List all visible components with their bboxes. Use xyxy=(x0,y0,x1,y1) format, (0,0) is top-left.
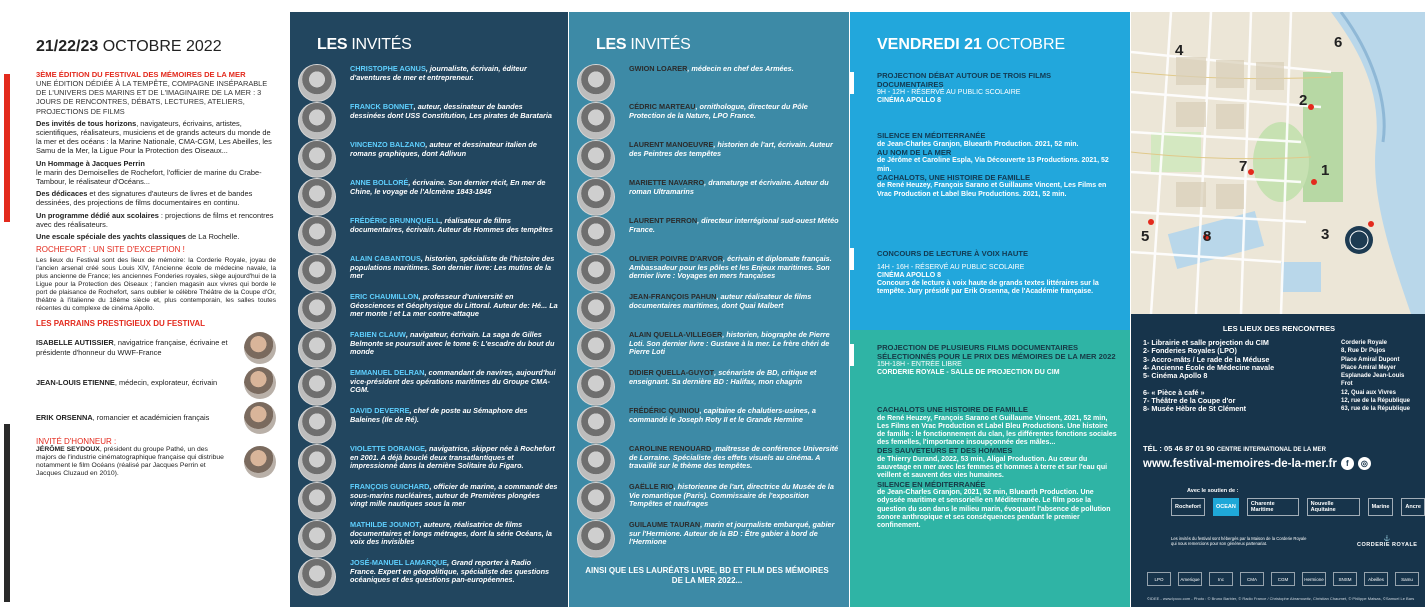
guest-name: FRANÇOIS GUICHARD xyxy=(350,482,430,491)
guest-list xyxy=(298,64,558,596)
guest-name: DAVID DEVERRE xyxy=(350,406,410,415)
guest-photo xyxy=(577,216,615,254)
guest-desc: , écrivaine. Son dernier récit, En mer de Chine, le voyage de l'Alcmène 1843-1845 xyxy=(350,178,546,196)
guest-photo xyxy=(577,178,615,216)
guest-text xyxy=(629,254,839,281)
site-title: ROCHEFORT : UN SITE D'EXCEPTION ! xyxy=(36,245,185,255)
sponsor-logo: Ancre xyxy=(1401,498,1425,516)
city-map xyxy=(1131,12,1425,314)
guests-panel-2 xyxy=(569,12,849,607)
guest-photo xyxy=(577,482,615,520)
avatar xyxy=(244,446,276,478)
event-projection-debat: PROJECTION DÉBAT AUTOUR DE TROIS FILMS DOCUMENTAIRES 9H - 12H - RÉSERVÉ AU PUBLIC SCOLAIRE CINÉMA APOLLO 8 xyxy=(877,71,1052,105)
guest-name: FABIEN CLAUW xyxy=(350,330,406,339)
guest-text xyxy=(629,520,839,547)
place-name: 1- Librairie et salle projection du CIM xyxy=(1143,338,1269,347)
place-address: Place Amiral Dupont xyxy=(1341,356,1400,363)
map-panel xyxy=(1131,12,1425,607)
places-list xyxy=(1143,339,1415,414)
guest-name: GUILAUME TAURAN xyxy=(629,520,701,529)
guest-text xyxy=(629,64,794,74)
accent-bar xyxy=(4,74,10,222)
guest-text xyxy=(350,330,558,357)
guest-text xyxy=(350,178,558,196)
guest-name: MARIETTE NAVARRO xyxy=(629,178,705,187)
guest-photo xyxy=(577,140,615,178)
place-address: Place Amiral Meyer xyxy=(1341,364,1396,371)
partner-logos xyxy=(1147,572,1419,586)
guest-name: LAURENT MANOEUVRE xyxy=(629,140,714,149)
guest-desc: , historien, spécialiste de l'histoire des populations maritimes. Son dernier livre: Les mutins de la mer xyxy=(350,254,555,281)
program-panel xyxy=(850,12,1130,607)
guest-desc: , officier de marine, a commandé des sous-marins nucléaires, auteur de Premières plongées vingt mille nautiques sous la mer xyxy=(350,482,558,509)
guest-name: CÉDRIC MARTEAU xyxy=(629,102,696,111)
lieux-list xyxy=(1143,324,1415,414)
guest-photo xyxy=(298,558,336,596)
guest-text xyxy=(350,520,558,547)
event-marker xyxy=(850,248,854,270)
map-label: 7 xyxy=(1239,158,1248,175)
guest-desc: , ornithologue, directeur du Pôle Protection de la Nature, LPO France. xyxy=(629,102,808,120)
event-projection-prix: PROJECTION DE PLUSIEURS FILMS DOCUMENTAIRES SÉLECTIONNÉS POUR LE PRIX DES MÉMOIRES DE LA MER 2022 15H-18H - ENTRÉE LIBRE CORDERIE ROYALE - SALLE DE PROJECTION DU CIM xyxy=(877,343,1116,377)
guest-photo xyxy=(298,140,336,178)
guest-item xyxy=(577,444,839,482)
facebook-icon[interactable]: f xyxy=(1341,457,1354,470)
place-address: 12, Quai aux Vivres xyxy=(1341,389,1396,396)
parrain-item: ERIK ORSENNA, romancier et académicien français xyxy=(36,402,276,434)
film-list-morning: SILENCE EN MÉDITERRANÉE de Jean-Charles Granjon, Bluearth Production. 2021, 52 min. AU NOM DE LA MER de Jérôme et Caroline Espla, Via Découverte 13 Productions. 2021, 52 min. CACHALOTS, UNE HISTOIRE DE FAMILLE de René Heuzey, François Sarano et Guillaume Vincent, Les Films en Vrac Production et Label Bleu Productions. 2021, 52 min. xyxy=(877,131,1109,198)
guest-item xyxy=(298,368,558,406)
parrain-item: ISABELLE AUTISSIER, navigatrice française, écrivaine et présidente d'honneur du WWF-France xyxy=(36,332,276,364)
guest-desc: , maîtresse de conférence Université de Lorraine. Spécialiste des effets visuels au cinéma. A travaillé sur le thème des tempêtes. xyxy=(629,444,839,471)
guest-photo xyxy=(298,216,336,254)
guest-desc: , scénariste de BD, critique et enseignant. Sa dernière BD : Halifax, mon chagrin xyxy=(629,368,817,386)
guest-item xyxy=(577,140,839,178)
parrain-item: JEAN-LOUIS ETIENNE, médecin, explorateur, écrivain xyxy=(36,367,276,399)
guest-desc: , écrivain et diplomate français. Ambassadeur pour les pôles et les Enjeux maritimes. Son dernier livre : Voyages en mers françaises xyxy=(629,254,832,281)
guest-item xyxy=(298,406,558,444)
guest-photo xyxy=(298,444,336,482)
guests-panel-1 xyxy=(290,12,568,607)
avatar xyxy=(244,332,276,364)
place-item xyxy=(1143,405,1415,413)
guest-photo xyxy=(577,292,615,330)
guest-text xyxy=(350,368,558,395)
guest-photo xyxy=(577,64,615,102)
guest-item xyxy=(577,64,839,102)
place-address: Esplanade Jean-Louis Frot xyxy=(1341,373,1405,388)
guest-item xyxy=(577,216,839,254)
guest-desc: , auteur et dessinateur italien de romans graphiques, dont Adlivun xyxy=(350,140,537,158)
guest-text xyxy=(350,406,558,424)
place-address: 8, Rue Dr Pujos xyxy=(1341,348,1386,355)
edition-text: UNE ÉDITION DÉDIÉE À LA TEMPÊTE, COMPAGNE INSÉPARABLE DE L'UNIVERS DES MARINS ET DE L'IMAGINAIRE DE LA MER : 3 JOURS DE RENCONTRES, DÉBATS, LECTURES, ATELIERS, PROJECTIONS DE FILMS xyxy=(36,79,268,116)
place-address: 12, rue de la République xyxy=(1341,398,1411,405)
guest-item xyxy=(298,558,558,596)
guest-desc: , journaliste, écrivain, éditeur d'aventures de mer et entrepreneur. xyxy=(350,64,527,82)
guest-name: FRÉDÉRIC QUINIOU xyxy=(629,406,700,415)
guest-name: LAURENT PERRON xyxy=(629,216,698,225)
corderie-logo: ⚓ CORDERIE ROYALE xyxy=(1357,536,1418,548)
lieux-title: LES LIEUX DES RENCONTRES xyxy=(1222,324,1336,333)
sponsor-logo: Charente Maritime xyxy=(1247,498,1299,516)
guest-desc: , directeur interrégional sud-ouest Météo France. xyxy=(629,216,839,234)
panel-title: VENDREDI 21 OCTOBRE xyxy=(877,36,1066,53)
panel-title: LES INVITÉS xyxy=(596,36,691,53)
partner-logo: Inc xyxy=(1209,572,1233,586)
guest-text xyxy=(350,140,558,158)
guest-name: CHRISTOPHE AGNUS xyxy=(350,64,426,73)
guest-name: ERIC CHAUMILLON xyxy=(350,292,419,301)
guest-item xyxy=(298,140,558,178)
guest-name: OLIVIER POIVRE D'ARVOR xyxy=(629,254,724,263)
guest-name: VINCENZO BALZANO xyxy=(350,140,426,149)
instagram-icon[interactable]: ◎ xyxy=(1358,457,1371,470)
guest-name: MATHILDE JOUNOT xyxy=(350,520,420,529)
guest-item xyxy=(577,482,839,520)
program-morning xyxy=(850,12,1130,330)
guest-desc: , Grand reporter à Radio France. Expert en géopolitique, spécialiste des questions océaniques et des questions pan-européennes. xyxy=(350,558,550,585)
guest-photo xyxy=(298,292,336,330)
place-name: 6- « Pièce à café » xyxy=(1143,387,1205,397)
place-item xyxy=(1143,372,1415,389)
map-label: 6 xyxy=(1334,34,1343,51)
guest-name: DIDIER QUELLA-GUYOT xyxy=(629,368,715,377)
guest-name: FRANCK BONNET xyxy=(350,102,414,111)
guest-desc: , réalisateur de films documentaires, écrivain. Auteur de Hommes des tempêtes xyxy=(350,216,553,234)
guest-item xyxy=(298,64,558,102)
photo-credits: ©IDEE - www.lpccc.com - Photo : © Bruno Barbier, © Radio France / Christophe Abramowitz, Christian Chaumet, © Philippe Matsas, ©Samuel Le Bars xyxy=(1147,596,1415,601)
guest-text xyxy=(350,64,558,82)
guest-photo xyxy=(298,520,336,558)
escale-paragraph: Une escale spéciale des yachts classiques de La Rochelle. xyxy=(36,232,240,242)
partner-logo: Abeilles xyxy=(1364,572,1388,586)
place-address: Corderie Royale xyxy=(1341,340,1388,346)
partner-logo: LPO xyxy=(1147,572,1171,586)
guest-name: GAËLLE RIO xyxy=(629,482,674,491)
guest-item xyxy=(298,520,558,558)
guest-desc: , historienne de l'art, directrice du Musée de la Vie romantique (Paris). Commissaire de l'exposition Tempêtes et naufrages xyxy=(629,482,834,509)
map-label: 8 xyxy=(1203,228,1212,245)
guest-desc: , auteur, dessinateur de bandes dessinées dont USS Constitution, Les pirates de Barataria xyxy=(350,102,552,120)
place-address: 63, rue de la République xyxy=(1341,406,1411,413)
guest-photo xyxy=(298,254,336,292)
guest-item xyxy=(577,406,839,444)
guest-text xyxy=(629,292,839,310)
guest-desc: , navigateur, écrivain. La saga de Gilles Belmonte se poursuit avec le tome 6: L'escadre du bout du monde xyxy=(350,330,555,357)
guest-photo xyxy=(577,368,615,406)
support-label: Avec le soutien de : xyxy=(1187,488,1239,494)
guest-text xyxy=(629,406,839,424)
guest-text xyxy=(629,368,839,386)
event-lecture: CONCOURS DE LECTURE À VOIX HAUTE 14H - 16H - RÉSERVÉ AU PUBLIC SCOLAIRE CINÉMA APOLLO 8 Concours de lecture à voix haute de grands textes littéraires sur la tempête. Jury présidé par Erik Orsenna, de l'Académie française. xyxy=(877,249,1099,296)
scolaire-paragraph: Un programme dédié aux scolaires : projections de films et rencontres avec des réalisateurs. xyxy=(36,210,274,229)
guest-item xyxy=(298,102,558,140)
place-name: 8- Musée Hèbre de St Clément xyxy=(1143,404,1247,414)
contact-block: TÉL : 05 46 87 01 90 CENTRE INTERNATIONAL DE LA MER www.festival-memoires-de-la-mer.fr f ◎ xyxy=(1143,444,1413,470)
partner-logo: CMA xyxy=(1240,572,1264,586)
guest-item xyxy=(298,254,558,292)
partner-logo: Samu xyxy=(1395,572,1419,586)
guest-text xyxy=(629,140,839,158)
partner-logo: CGM xyxy=(1271,572,1295,586)
guest-name: FRÉDÉRIC BRUNNQUELL xyxy=(350,216,441,225)
place-name: 7- Théâtre de la Coupe d'or xyxy=(1143,396,1236,406)
guest-desc: , commandant de navires, aujourd'hui vice-président des opérations maritimes du Groupe CMA-CGM. xyxy=(350,368,556,395)
guest-desc: , chef de poste au Sémaphore des Baleines (Ile de Ré). xyxy=(350,406,528,424)
guest-name: JOSÉ-MANUEL LAMARQUE xyxy=(350,558,448,567)
invites-paragraph: Des invités de tous horizons, navigateurs, écrivains, artistes, scientifiques, réalisateurs, musiciens et de grands acteurs du monde de la mer et des océans : la Marine Nationale, CMA-CGM, Les Abeilles, les Samu de la Mer, la Ligue Pour la Protection des Oiseaux... xyxy=(36,118,272,156)
guest-item xyxy=(577,102,839,140)
guest-desc: , historien de l'art, écrivain. Auteur des Peintres des tempêtes xyxy=(629,140,833,158)
guest-item xyxy=(577,330,839,368)
guest-item xyxy=(577,254,839,292)
map-label: 5 xyxy=(1141,228,1150,245)
guest-item xyxy=(298,482,558,520)
guest-photo xyxy=(298,178,336,216)
place-name: 4- Ancienne École de Médecine navale xyxy=(1143,362,1275,372)
partner-logo: Amerique xyxy=(1178,572,1202,586)
honneur-item: JÉRÔME SEYDOUX, président du groupe Pathé, un des majors de l'industrie cinématographique française qui distribue notamment le film Océans (réalisé par Jacques Perrin et Jacques Cluzaud en 2010). xyxy=(36,446,276,478)
sponsor-logo: OCEAN xyxy=(1213,498,1239,516)
sponsor-logos xyxy=(1171,498,1425,516)
guest-text xyxy=(629,444,839,471)
map-label: 3 xyxy=(1321,226,1330,243)
guest-text xyxy=(350,254,558,281)
guest-name: JEAN-FRANÇOIS PAHUN xyxy=(629,292,717,301)
place-name: 5- Cinéma Apollo 8 xyxy=(1143,371,1208,381)
honneur-title: INVITÉ D'HONNEUR : xyxy=(36,436,117,446)
guest-desc: , auteur réalisateur de films documentaires maritimes, dont Quai Malbert xyxy=(629,292,812,310)
guest-text xyxy=(350,558,558,585)
site-text: Les lieux du Festival sont des lieux de mémoire: la Corderie Royale, joyau de l'ancien arsenal créé sous Louis XIV, l'Ancienne école de médecine navale, la plus ancienne de France; les anciennes Fonderies royales, siège aujourd'hui de la Ligue pour la Protection des Oiseaux ; l'ancien magasin aux vivres qui borde le port de plaisance de Rochefort, sans oublier le célèbre Théâtre de la Coupe d'Or, théâtre à l'italienne du 18ème siècle et, plus contemporain, les salles toutes récentes du complexe de cinéma Apollo. xyxy=(36,257,276,313)
parrains-title: LES PARRAINS PRESTIGIEUX DU FESTIVAL xyxy=(36,319,206,329)
festival-dates: 21/22/23 OCTOBRE 2022 xyxy=(36,38,222,55)
guest-name: VIOLETTE DORANGE xyxy=(350,444,425,453)
guest-desc: , professeur d'université en Géosciences et Géophysique du Littoral. Auteur de: Hé... La mer monte ! et La mer contre-attaque xyxy=(350,292,558,319)
guest-item xyxy=(298,216,558,254)
guest-name: ALAIN CABANTOUS xyxy=(350,254,421,263)
program-afternoon xyxy=(850,330,1130,607)
map-label: 2 xyxy=(1299,92,1308,109)
partner-logo: SNSM xyxy=(1333,572,1357,586)
panel-title: LES INVITÉS xyxy=(317,36,412,53)
guest-desc: , navigatrice, skipper née à Rochefort en 2001. A déjà bouclé deux transatlantiques et impressionné dans la dernière Solitaire du Figaro. xyxy=(350,444,555,471)
intro-panel xyxy=(0,0,288,613)
guest-name: EMMANUEL DELRAN xyxy=(350,368,425,377)
guest-desc: , historien, biographe de Pierre Loti. Son dernier livre : Gustave à la mer. Le frère chéri de Pierre Loti xyxy=(629,330,830,357)
place-name: 3- Accro-mâts / Le rade de la Méduse xyxy=(1143,354,1270,364)
guest-list xyxy=(577,64,839,558)
guest-desc: , médecin en chef des Armées. xyxy=(687,64,794,73)
guest-name: ANNE BOLLORÉ xyxy=(350,178,409,187)
dedicaces-paragraph: Des dédicaces et des signatures d'auteurs de livres et de bandes dessinées, des projections de films documentaires en continu. xyxy=(36,189,253,208)
map-label: 1 xyxy=(1321,162,1330,179)
partner-logo: Hermione xyxy=(1302,572,1326,586)
place-name: 2- Fonderies Royales (LPO) xyxy=(1143,346,1237,356)
guest-item xyxy=(298,444,558,482)
guest-text xyxy=(629,178,839,196)
hommage-paragraph: Un Hommage à Jacques Perrin le marin des Demoiselles de Rochefort, l'officier de marine du Crabe-Tambour, le réalisateur d'Océans... xyxy=(36,158,262,187)
guest-photo xyxy=(577,444,615,482)
guest-text xyxy=(350,292,558,319)
guest-text xyxy=(629,330,839,357)
guest-desc: , capitaine de chalutiers-usines, a commandé le Joseph Roty II et le Grande Hermine xyxy=(629,406,816,424)
guest-photo xyxy=(298,330,336,368)
website-link[interactable]: www.festival-memoires-de-la-mer.fr xyxy=(1143,457,1337,470)
sponsor-logo: Rochefort xyxy=(1171,498,1205,516)
guest-name: ALAIN QUELLA-VILLEGER xyxy=(629,330,723,339)
guest-item xyxy=(577,368,839,406)
guest-item xyxy=(298,330,558,368)
guest-item xyxy=(298,178,558,216)
guest-photo xyxy=(298,406,336,444)
guest-photo xyxy=(577,520,615,558)
guest-item xyxy=(577,178,839,216)
guest-text xyxy=(350,216,558,234)
guest-photo xyxy=(577,330,615,368)
avatar xyxy=(244,402,276,434)
guest-name: CAROLINE RENOUARD xyxy=(629,444,712,453)
guest-photo xyxy=(577,102,615,140)
sponsor-logo: Nouvelle Aquitaine xyxy=(1307,498,1360,516)
event-marker xyxy=(850,344,854,366)
guest-desc: , dramaturge et écrivaine. Auteur du roman Ultramarins xyxy=(629,178,829,196)
guest-text xyxy=(350,102,558,120)
guest-item xyxy=(298,292,558,330)
guest-text xyxy=(350,444,558,471)
guest-desc: , marin et journaliste embarqué, gabier sur l'Hermione. Auteur de la BD : Être gabier à bord de l'Hermione xyxy=(629,520,835,547)
map-label: 4 xyxy=(1175,42,1184,59)
guest-photo xyxy=(298,482,336,520)
avatar xyxy=(244,367,276,399)
event-marker xyxy=(850,72,854,94)
guest-text xyxy=(629,102,839,120)
guest-text xyxy=(629,216,839,234)
guest-text xyxy=(629,482,839,509)
guest-desc: , auteure, réalisatrice de films documentaires et longs métrages, dont la série Océans, la voix des invisibles xyxy=(350,520,552,547)
guest-name: GWION LOARER xyxy=(629,64,688,73)
guest-photo xyxy=(298,368,336,406)
laureats-note: AINSI QUE LES LAURÉATS LIVRE, BD ET FILM DES MÉMOIRES DE LA MER 2022... xyxy=(585,566,829,585)
guest-item xyxy=(577,292,839,330)
guest-photo xyxy=(298,102,336,140)
edition-title: 3ÈME ÉDITION DU FESTIVAL DES MÉMOIRES DE LA MER xyxy=(36,70,246,79)
sponsor-logo: Marine xyxy=(1368,498,1394,516)
guest-photo xyxy=(298,64,336,102)
guest-photo xyxy=(577,406,615,444)
phone-number: TÉL : 05 46 87 01 90 xyxy=(1143,444,1215,453)
guest-photo xyxy=(577,254,615,292)
guest-item xyxy=(577,520,839,558)
film-list-afternoon: CACHALOTS UNE HISTOIRE DE FAMILLE de René Heuzey, François Sarano et Guillaume Vincent, 2021, 52 min, Les Films en Vrac Production et Label Bleu Productions. Une histoire de famille : le fonctionnement du clan, les différentes fonctions sociales des femelles, l'importance insoupçonnée des mâles... DES SAUVETEURS ET DES HOMMES de Thierry Durand, 2022, 53 min, Aligal Production. Au cœur du sauvetage en mer avec les femmes et hommes à terre et sur l'eau qui veillent et sauvent des vies humaines. SILENCE EN MÉDITERRANÉE de Jean-Charles Granjon, 2021, 52 min, Bluearth Production. Une odyssée maritime et sensorielle en Méditerranée. Le film pose la question du son dans le milieu marin, évoquant l'absence de pollution sonore anthropique et ses conséquences pendant le premier confinement. xyxy=(877,405,1117,530)
hosting-note: Les invités du festival sont hébergés par la Maison de la Corderie Royale qui nous remercions pour son généreux partenariat. xyxy=(1171,536,1307,546)
guest-text xyxy=(350,482,558,509)
accent-bar-dark xyxy=(4,424,10,602)
